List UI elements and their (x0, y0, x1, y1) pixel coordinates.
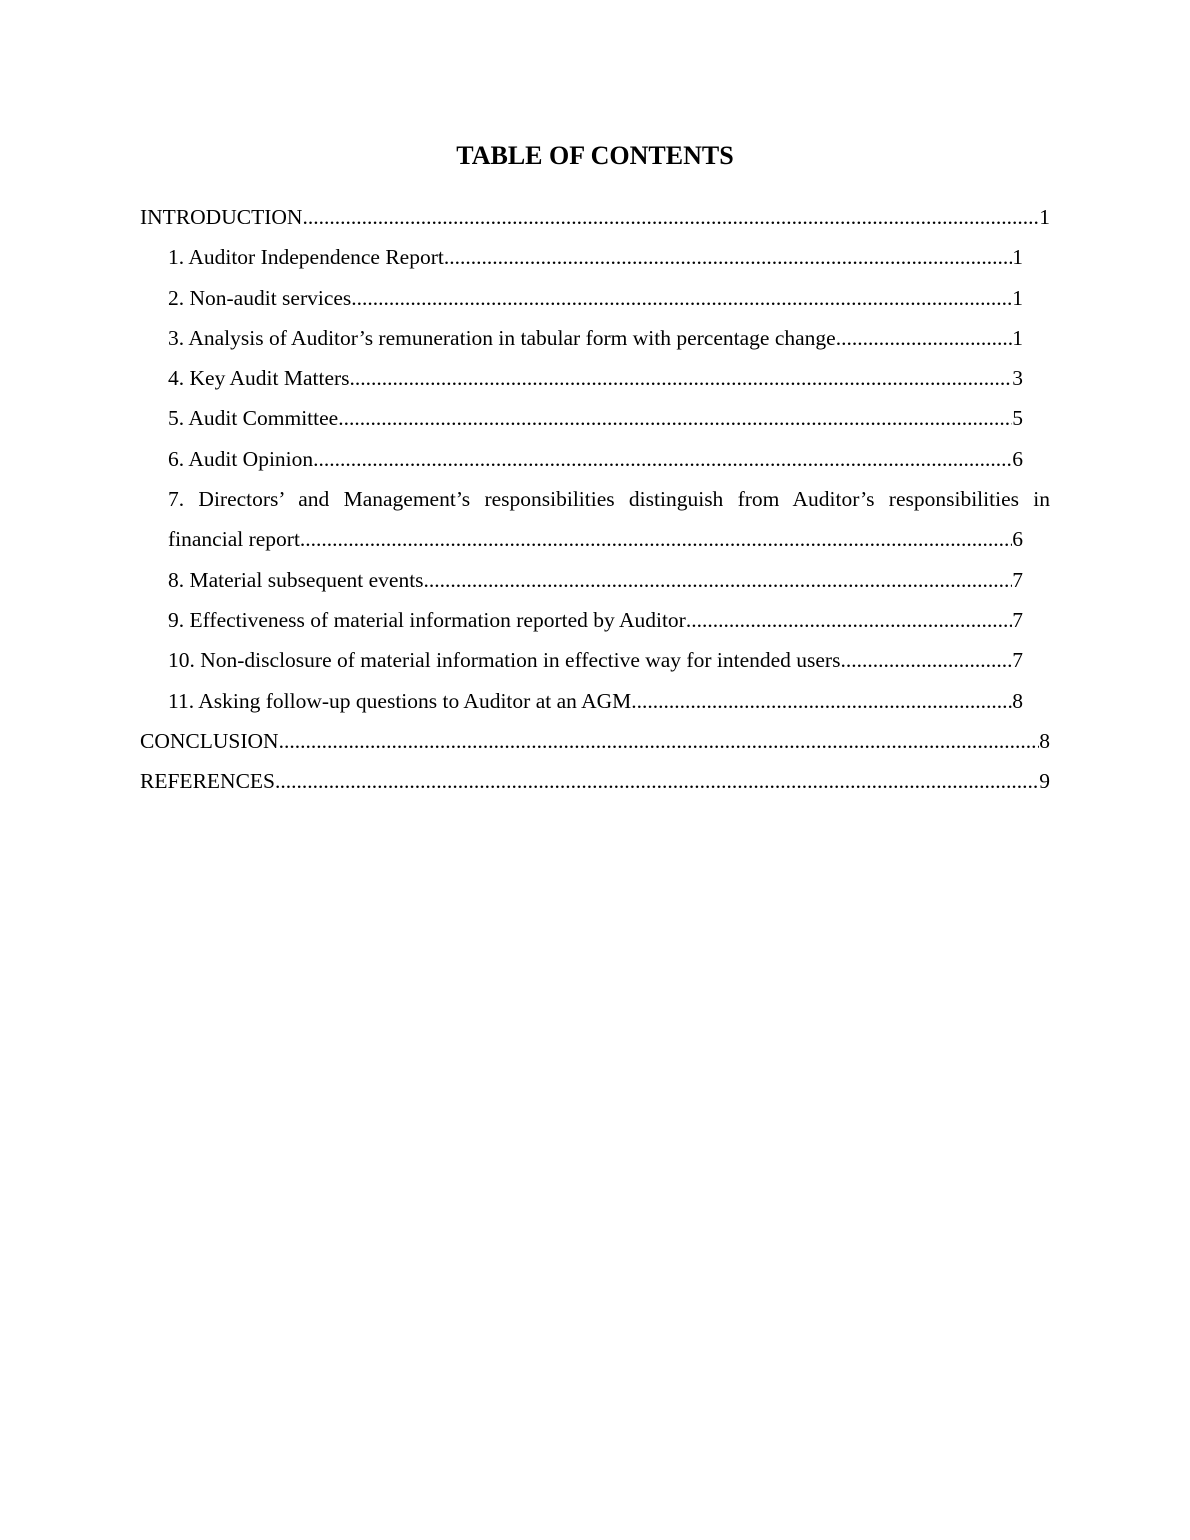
toc-page-number: 1 (1012, 245, 1023, 270)
dot-leader (424, 560, 1013, 600)
dot-leader (836, 318, 1013, 358)
toc-page-number: 6 (1012, 527, 1023, 552)
toc-page-number: 5 (1012, 406, 1023, 431)
dot-leader (279, 721, 1040, 761)
dot-leader (313, 439, 1012, 479)
toc-page-number: 1 (1012, 325, 1023, 350)
toc-entry-material-subsequent-events[interactable] (140, 560, 1023, 600)
toc-entry-label: 9. Effectiveness of material information reported by Auditor (168, 607, 686, 632)
toc-entry-label: 4. Key Audit Matters (168, 366, 350, 391)
dot-leader (840, 640, 1012, 680)
toc-entry-label: 3. Analysis of Auditor’s remuneration in tabular form with percentage change (168, 325, 836, 350)
dot-leader (275, 761, 1039, 801)
toc-entry-follow-up-questions[interactable] (140, 681, 1023, 721)
toc-entry-responsibilities[interactable] (140, 479, 1050, 560)
toc-entry-effectiveness-material-information[interactable] (140, 600, 1023, 640)
toc-list (140, 197, 1050, 801)
toc-entry-audit-opinion[interactable] (140, 439, 1023, 479)
toc-entry-line2 (168, 519, 1023, 559)
toc-page-number: 7 (1012, 607, 1023, 632)
dot-leader (302, 197, 1039, 237)
dot-leader (444, 237, 1012, 277)
toc-entry-label: 11. Asking follow-up questions to Auditor at an AGM (168, 688, 632, 713)
toc-entry-label: 10. Non-disclosure of material information in effective way for intended users (168, 648, 841, 673)
toc-entry-auditor-remuneration[interactable] (140, 318, 1023, 358)
toc-page-number: 8 (1039, 728, 1050, 753)
toc-entry-label: 8. Material subsequent events (168, 567, 424, 592)
toc-title: TABLE OF CONTENTS (456, 141, 734, 170)
toc-page-number: 3 (1012, 366, 1023, 391)
toc-entry-references[interactable] (140, 761, 1050, 801)
toc-page-number: 1 (1039, 205, 1050, 229)
dot-leader (350, 358, 1013, 398)
toc-entry-label: 1. Auditor Independence Report (168, 245, 444, 270)
toc-page-number: 7 (1012, 567, 1023, 592)
toc-page-number: 6 (1012, 446, 1023, 471)
toc-entry-label: 5. Audit Committee (168, 406, 339, 431)
toc-entry-label: CONCLUSION (140, 728, 279, 753)
toc-entry-auditor-independence-report[interactable] (140, 237, 1023, 277)
toc-page-number: 9 (1039, 769, 1050, 794)
toc-entry-non-disclosure[interactable] (140, 640, 1023, 680)
toc-page-number: 7 (1012, 648, 1023, 673)
dot-leader (631, 681, 1012, 721)
toc-page-number: 1 (1012, 285, 1023, 310)
dot-leader (686, 600, 1012, 640)
toc-entry-label: 6. Audit Opinion (168, 446, 314, 471)
toc-entry-label: INTRODUCTION (140, 205, 303, 229)
toc-page-number: 8 (1012, 688, 1023, 713)
toc-entry-audit-committee[interactable] (140, 398, 1023, 438)
dot-leader (351, 278, 1012, 318)
toc-entry-introduction[interactable] (140, 197, 1050, 237)
toc-entry-non-audit-services[interactable] (140, 278, 1023, 318)
toc-entry-label: 2. Non-audit services (168, 285, 352, 310)
dot-leader (300, 519, 1012, 559)
toc-entry-label: REFERENCES (140, 769, 275, 794)
toc-entry-label-line2: financial report (168, 527, 300, 552)
toc-entry-label-line1: 7. Directors’ and Management’s responsibilities distinguish from Auditor’s responsibilities in (168, 487, 1050, 512)
toc-entry-conclusion[interactable] (140, 721, 1050, 761)
dot-leader (338, 398, 1012, 438)
toc-entry-key-audit-matters[interactable] (140, 358, 1023, 398)
